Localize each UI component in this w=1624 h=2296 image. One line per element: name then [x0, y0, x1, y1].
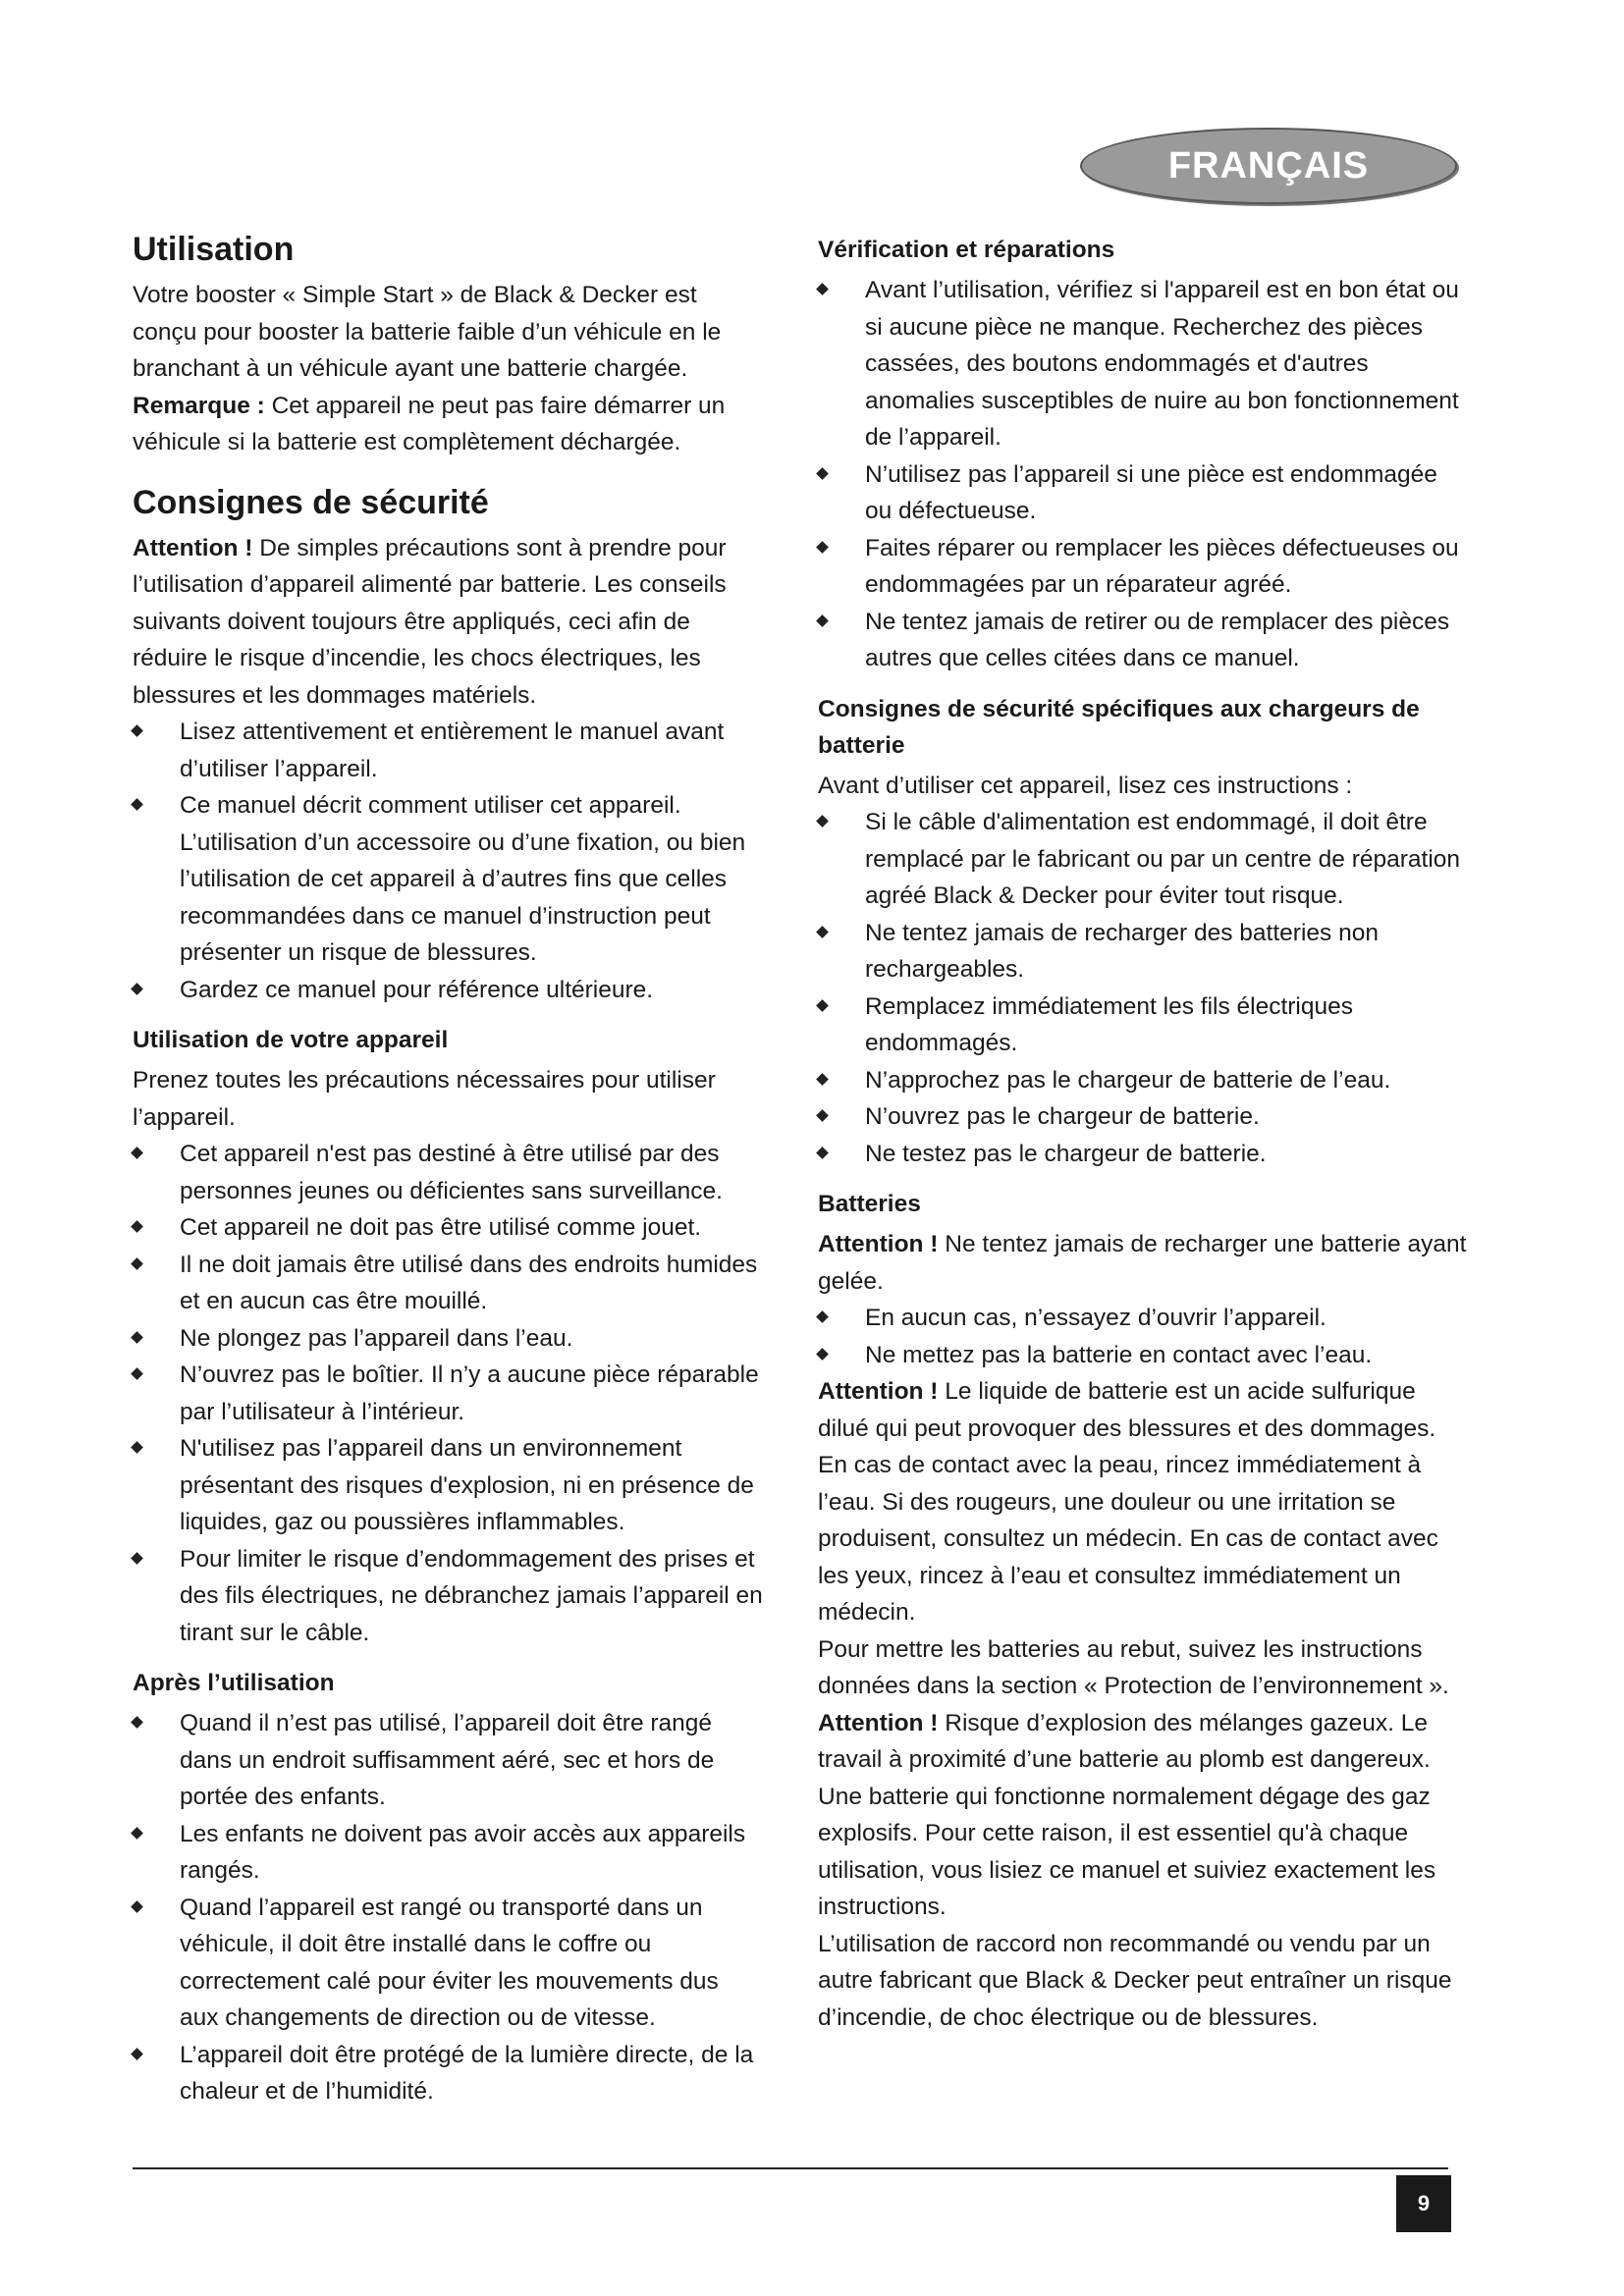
section-heading-securite: Consignes de sécurité	[133, 483, 489, 521]
list-item: Ne tentez jamais de retirer ou de remplacer des pièces autres que celles citées dans ce manuel.	[818, 604, 1468, 677]
attention-label: Attention !	[818, 1231, 939, 1257]
page-number: 9	[1396, 2175, 1451, 2232]
attention-label: Attention !	[818, 1378, 939, 1405]
list-item: En aucun cas, n’essayez d’ouvrir l’appareil.	[818, 1300, 1468, 1337]
diamond-bullet-icon	[131, 1552, 143, 1565]
list-item: N’utilisez pas l’appareil si une pièce est endommagée ou défectueuse.	[818, 456, 1468, 530]
diamond-bullet-icon	[816, 1109, 829, 1122]
subsection-heading-batteries: Batteries	[818, 1191, 921, 1217]
votre-appareil-intro: Prenez toutes les précautions nécessaires pour utiliser l’appareil.	[133, 1067, 716, 1131]
attention-label: Attention !	[133, 534, 253, 561]
diamond-bullet-icon	[816, 283, 829, 295]
subsection-heading-votre-appareil: Utilisation de votre appareil	[133, 1027, 449, 1053]
list-item: N’approchez pas le chargeur de batterie de l’eau.	[818, 1062, 1468, 1099]
diamond-bullet-icon	[131, 1220, 143, 1233]
batteries-attention-2: Attention ! Le liquide de batterie est un acide sulfurique dilué qui peut provoquer des blessures et des dommages.	[818, 1378, 1436, 1442]
votre-appareil-list	[133, 1136, 763, 1651]
diamond-bullet-icon	[816, 614, 829, 627]
diamond-bullet-icon	[816, 1310, 829, 1323]
diamond-bullet-icon	[131, 1900, 143, 1913]
diamond-bullet-icon	[131, 1257, 143, 1270]
diamond-bullet-icon	[816, 467, 829, 480]
diamond-bullet-icon	[131, 1147, 143, 1159]
securite-list	[133, 714, 763, 1008]
list-item: Ne tentez jamais de recharger des batteries non rechargeables.	[818, 915, 1468, 988]
list-item: Les enfants ne doivent pas avoir accès aux appareils rangés.	[133, 1816, 763, 1890]
diamond-bullet-icon	[131, 1827, 143, 1840]
language-badge	[1080, 128, 1457, 204]
securite-attention	[133, 530, 763, 715]
section-heading-utilisation: Utilisation	[133, 231, 295, 268]
verification-list	[818, 272, 1468, 677]
left-column	[133, 228, 763, 2110]
list-item: Il ne doit jamais être utilisé dans des endroits humides et en aucun cas être mouillé.	[133, 1247, 763, 1320]
list-item: Cet appareil ne doit pas être utilisé comme jouet.	[133, 1209, 763, 1247]
list-item: N’ouvrez pas le boîtier. Il n’y a aucune pièce réparable par l’utilisateur à l’intérieur.	[133, 1357, 763, 1430]
batteries-list	[818, 1300, 1468, 1373]
right-column	[818, 232, 1468, 2036]
diamond-bullet-icon	[131, 1367, 143, 1380]
footer-rule	[133, 2167, 1448, 2169]
batteries-para-2: Pour mettre les batteries au rebut, suivez les instructions données dans la section « Protection de l’environnement ».	[818, 1635, 1449, 1699]
language-label: FRANÇAIS	[1167, 144, 1370, 187]
subsection-heading-apres: Après l’utilisation	[133, 1670, 335, 1696]
batteries-attention-3: Attention ! Risque d’explosion des mélanges gazeux. Le travail à proximité d’une batterie au plomb est dangereux. Une batterie qui fonctionne normalement dégage des gaz explosifs. Pour cette raison, il est essentiel qu'à chaque utilisation, vous lisiez ce manuel et suiviez exactement les instructions.	[818, 1709, 1436, 1920]
diamond-bullet-icon	[816, 1147, 829, 1159]
list-item: Si le câble d'alimentation est endommagé, il doit être remplacé par le fabricant ou par un centre de réparation agréé Black & Decker pour éviter tout risque.	[818, 804, 1468, 915]
diamond-bullet-icon	[816, 926, 829, 938]
apres-list	[133, 1705, 763, 2110]
list-item: Cet appareil n'est pas destiné à être utilisé par des personnes jeunes ou déficientes sans surveillance.	[133, 1136, 763, 1209]
batteries-para-1: En cas de contact avec la peau, rincez immédiatement à l’eau. Si des rougeurs, une douleur ou une irritation se produisent, consultez un médecin. En cas de contact avec les yeux, rincez à l’eau et consultez immédiatement un médecin.	[818, 1452, 1438, 1626]
diamond-bullet-icon	[131, 983, 143, 995]
diamond-bullet-icon	[816, 999, 829, 1012]
list-item: Avant l’utilisation, vérifiez si l'appareil est en bon état ou si aucune pièce ne manque. Recherchez des pièces cassées, des boutons endommagés et d'autres anomalies susceptibles de nuire au bon fonctionnement de l’appareil.	[818, 272, 1468, 456]
attention-text: De simples précautions sont à prendre pour l’utilisation d’appareil alimenté par batterie. Les conseils suivants doivent toujours être appliqués, ceci afin de réduire le risque d’incendie, les chocs électriques, les blessures et les dommages matériels.	[133, 534, 727, 709]
batteries-para-3: L’utilisation de raccord non recommandé ou vendu par un autre fabricant que Black & Decker peut entraîner un risque d’incendie, de choc électrique ou de blessures.	[818, 1930, 1452, 2031]
list-item: Ne plongez pas l’appareil dans l’eau.	[133, 1320, 763, 1358]
note-label: Remarque :	[133, 392, 265, 419]
subsection-heading-chargeurs: Consignes de sécurité spécifiques aux chargeurs de batterie	[818, 695, 1420, 759]
note-text: Cet appareil ne peut pas faire démarrer un véhicule si la batterie est complètement déchargée.	[133, 392, 726, 455]
list-item: N'utilisez pas l’appareil dans un environnement présentant des risques d'explosion, ni en présence de liquides, gaz ou poussières inflammables.	[133, 1430, 763, 1541]
diamond-bullet-icon	[131, 1331, 143, 1344]
list-item: Pour limiter le risque d’endommagement des prises et des fils électriques, ne débranchez jamais l’appareil en tirant sur le câble.	[133, 1541, 763, 1652]
list-item: Quand l’appareil est rangé ou transporté dans un véhicule, il doit être installé dans le coffre ou correctement calé pour éviter les mouvements dus aux changements de direction ou de vitesse.	[133, 1890, 763, 2037]
chargeurs-list	[818, 804, 1468, 1172]
diamond-bullet-icon	[816, 815, 829, 828]
list-item: Lisez attentivement et entièrement le manuel avant d’utiliser l’appareil.	[133, 714, 763, 787]
diamond-bullet-icon	[131, 1441, 143, 1454]
diamond-bullet-icon	[816, 1348, 829, 1361]
diamond-bullet-icon	[131, 2048, 143, 2060]
list-item: Ce manuel décrit comment utiliser cet appareil. L’utilisation d’un accessoire ou d’une fixation, ou bien l’utilisation de cet appareil à d’autres fins que celles recommandées dans ce manuel d’instruction peut présenter un risque de blessures.	[133, 787, 763, 972]
list-item: Ne mettez pas la batterie en contact avec l’eau.	[818, 1337, 1468, 1374]
utilisation-intro: Votre booster « Simple Start » de Black & Decker est conçu pour booster la batterie faible d’un véhicule en le branchant à un véhicule ayant une batterie chargée.	[133, 282, 722, 382]
diamond-bullet-icon	[131, 1716, 143, 1729]
securite-extra-para: L’utilisation d’un accessoire ou d’une fixation, ou bien l’utilisation de cet appareil à d’autres fins que celles recommandées dans ce manuel d’instruction peut présenter un risque de blessures.	[180, 828, 746, 966]
list-item: Ne testez pas le chargeur de batterie.	[818, 1136, 1468, 1173]
diamond-bullet-icon	[131, 798, 143, 811]
list-item: L’appareil doit être protégé de la lumière directe, de la chaleur et de l’humidité.	[133, 2037, 763, 2110]
list-item: Gardez ce manuel pour référence ultérieure.	[133, 972, 763, 1009]
list-item: Quand il n’est pas utilisé, l’appareil doit être rangé dans un endroit suffisamment aéré, sec et hors de portée des enfants.	[133, 1705, 763, 1816]
batteries-attention-1: Attention ! Ne tentez jamais de recharger une batterie ayant gelée.	[818, 1231, 1467, 1295]
list-item: Faites réparer ou remplacer les pièces défectueuses ou endommagées par un réparateur agréé.	[818, 530, 1468, 604]
subsection-heading-verification: Vérification et réparations	[818, 237, 1115, 263]
diamond-bullet-icon	[816, 541, 829, 554]
attention-label: Attention !	[818, 1709, 939, 1736]
utilisation-note	[133, 388, 763, 461]
diamond-bullet-icon	[131, 724, 143, 737]
list-item: N’ouvrez pas le chargeur de batterie.	[818, 1098, 1468, 1136]
chargeurs-intro: Avant d’utiliser cet appareil, lisez ces instructions :	[818, 772, 1353, 799]
diamond-bullet-icon	[816, 1073, 829, 1086]
list-item: Remplacez immédiatement les fils électriques endommagés.	[818, 988, 1468, 1062]
